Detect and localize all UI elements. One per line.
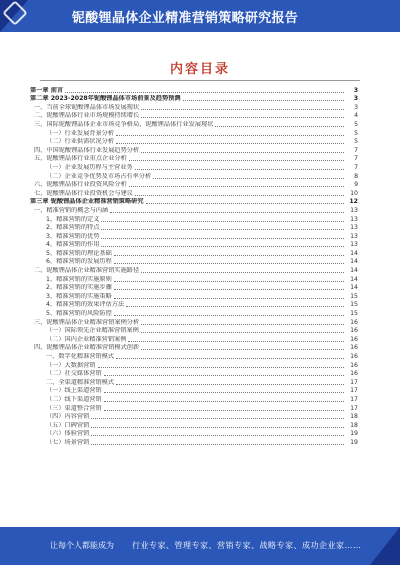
toc-leader-dots <box>141 332 344 333</box>
toc-entry[interactable] <box>30 232 358 241</box>
toc-leader-dots <box>135 169 344 170</box>
toc-entry-label: 三、铌酸锂晶体企业精准营销案例分析 <box>34 318 140 326</box>
toc-leader-dots <box>141 272 344 273</box>
toc-entry-label: （一）企业发展历程与主营业务 <box>46 163 133 171</box>
toc-leader-dots <box>116 384 344 385</box>
toc-entry-label: （四）内容营销 <box>46 413 90 421</box>
toc-leader-dots <box>91 427 344 428</box>
toc-entry-label: 六、铌酸锂晶体行业投资风险分析 <box>34 181 127 189</box>
toc-entry-page: 18 <box>350 421 358 429</box>
toc-entry-label: 4、精准营销的作用 <box>46 241 100 249</box>
toc-entry-page: 14 <box>350 258 358 266</box>
toc-entry-page: 16 <box>350 318 358 326</box>
toc-entry-page: 16 <box>350 353 358 360</box>
toc-leader-dots <box>101 229 344 230</box>
toc-entry-page: 14 <box>350 284 358 292</box>
toc-leader-dots <box>91 435 344 436</box>
footer-bar <box>0 527 400 565</box>
toc-leader-dots <box>104 392 344 393</box>
toc-entry[interactable] <box>30 146 358 155</box>
toc-entry[interactable] <box>30 189 358 198</box>
toc-heading: 内容目录 <box>169 62 230 77</box>
toc-entry-label: （一）行业发展背景分析 <box>46 129 115 137</box>
toc-entry[interactable] <box>30 352 358 361</box>
toc-entry-page: 5 <box>354 129 358 137</box>
toc-entry-label: 三、国际铌酸锂晶体企业市场竞争格局，铌酸锂晶体行业发展现状 <box>34 120 214 128</box>
toc-entry-page: 16 <box>350 327 358 335</box>
toc-entry[interactable] <box>30 309 358 318</box>
toc-leader-dots <box>114 298 344 299</box>
toc-leader-dots <box>101 238 344 239</box>
toc-entry[interactable] <box>30 112 358 121</box>
toc-entry[interactable] <box>30 327 358 336</box>
toc-leader-dots <box>114 255 344 256</box>
toc-entry-page: 7 <box>354 155 358 163</box>
toc-entry-label: （二）线下渠道营销 <box>46 395 102 403</box>
toc-entry-label: 3、精准营销的优势 <box>46 232 100 240</box>
toc-entry-label: 5、精准营销的风险防控 <box>46 310 112 318</box>
toc-entry-label: 4、精准营销的效果评估方法 <box>46 301 125 309</box>
toc-leader-dots <box>128 341 344 342</box>
toc-leader-dots <box>104 410 344 411</box>
toc-leader-dots <box>183 100 344 101</box>
toc-entry-label: 5、精准营销的理论基础 <box>46 249 112 257</box>
toc-entry[interactable] <box>30 249 358 258</box>
toc-entry-page: 7 <box>354 163 358 171</box>
footer-tagline: 行业专家、管理专家、营销专家、战略专家、成功企业家…… <box>132 541 362 550</box>
toc-entry-page: 18 <box>350 413 358 421</box>
toc-entry[interactable] <box>30 206 358 215</box>
toc-entry[interactable] <box>30 215 358 224</box>
toc-entry[interactable] <box>30 438 358 447</box>
toc-leader-dots <box>114 281 344 282</box>
toc-leader-dots <box>141 324 344 325</box>
toc-entry[interactable] <box>30 387 358 396</box>
toc-leader-dots <box>141 109 344 110</box>
toc-entry-label: 二、全渠道精准营销模式 <box>46 378 115 386</box>
toc-leader-dots <box>116 135 344 136</box>
toc-entry[interactable] <box>30 318 358 327</box>
toc-entry-page: 19 <box>350 438 358 446</box>
toc-entry[interactable] <box>30 103 358 112</box>
toc-entry-label: 五、铌酸锂晶体行业重点企业分析 <box>34 155 127 163</box>
toc-entry-label: 七、铌酸锂晶体行业投资机会与建议 <box>34 189 133 197</box>
toc-entry-label: 一、当前全球铌酸锂晶体市场发展现状 <box>34 103 140 111</box>
toc-entry-label: 6、精准营销的发展历程 <box>46 258 112 266</box>
toc-leader-dots <box>114 315 344 316</box>
toc-entry-page: 14 <box>350 249 358 257</box>
toc-entry-page: 17 <box>350 395 358 403</box>
toc-entry-page: 13 <box>350 224 358 232</box>
toc-entry[interactable] <box>30 224 358 233</box>
toc-entry[interactable] <box>30 258 358 267</box>
toc-entry-page: 15 <box>350 310 358 318</box>
toc-entry[interactable] <box>30 95 358 104</box>
toc-leader-dots <box>104 375 344 376</box>
toc-entry-label: 第三章 铌酸锂晶体企业精准营销策略研究 <box>30 198 144 206</box>
toc-entry-page: 15 <box>350 292 358 300</box>
toc-entry[interactable] <box>30 335 358 344</box>
toc-leader-dots <box>114 289 344 290</box>
toc-entry-label: 2、精准营销的实施步骤 <box>46 284 112 292</box>
toc-entry-label: （二）社交媒体营销 <box>46 370 102 378</box>
toc-entry-page: 3 <box>353 86 358 94</box>
toc-entry[interactable] <box>30 301 358 310</box>
toc-entry[interactable] <box>30 155 358 164</box>
toc-entry-page: 17 <box>350 387 358 395</box>
toc-leader-dots <box>215 126 344 127</box>
toc-entry[interactable] <box>30 138 358 147</box>
toc-leader-dots <box>146 203 344 204</box>
toc-entry-label: 第一章 前言 <box>30 86 64 94</box>
toc-entry[interactable] <box>30 284 358 293</box>
toc-entry[interactable] <box>30 275 358 284</box>
toc-leader-dots <box>65 92 344 93</box>
toc-entry[interactable] <box>30 86 358 95</box>
toc-leader-dots <box>114 263 344 264</box>
toc-entry-label: （二）企业竞争优势及市场占有率分析 <box>46 172 152 180</box>
toc-entry-label: 2、精准营销的特点 <box>46 224 100 232</box>
toc-leader-dots <box>141 117 344 118</box>
toc-entry-label: （七）场景营销 <box>46 438 90 446</box>
toc-entry[interactable] <box>30 413 358 422</box>
toc-leader-dots <box>129 186 344 187</box>
toc-entry-page: 17 <box>350 404 358 412</box>
toc-entry[interactable] <box>30 370 358 379</box>
toc-entry-label: 四、中国铌酸锂晶体行业发展趋势分析 <box>34 146 140 154</box>
toc-entry-page: 12 <box>349 198 358 206</box>
toc-leader-dots <box>116 143 344 144</box>
toc-leader-dots <box>104 401 344 402</box>
toc-leader-dots <box>91 444 344 445</box>
toc-leader-dots <box>116 358 344 359</box>
toc-leader-dots <box>110 212 344 213</box>
toc-entry[interactable] <box>30 361 358 370</box>
toc-entry[interactable] <box>30 181 358 190</box>
toc-entry-label: （六）体验营销 <box>46 430 90 438</box>
report-header-bar <box>0 0 400 32</box>
toc-entry-page: 17 <box>350 378 358 386</box>
toc-entry-label: 一、数字化精准营销模式 <box>46 353 115 360</box>
toc-entry-page: 16 <box>350 370 358 378</box>
toc-entry-page: 13 <box>350 241 358 249</box>
footer-corner-decoration <box>370 527 400 565</box>
toc-entry-page: 15 <box>350 301 358 309</box>
toc-leader-dots <box>101 221 344 222</box>
toc-entry-page: 16 <box>350 344 358 352</box>
toc-entry[interactable] <box>30 421 358 430</box>
toc-entry-page: 13 <box>350 206 358 214</box>
toc-entry-label: 1、精准营销的实施原则 <box>46 275 112 283</box>
toc-entry[interactable] <box>30 292 358 301</box>
toc-entry-label: （五）口碑营销 <box>46 421 90 429</box>
toc-entry-page: 7 <box>354 146 358 154</box>
toc-entry-page: 5 <box>354 138 358 146</box>
toc-entry-label: 二、铌酸锂晶体企业精准营销实施路径 <box>34 267 140 275</box>
toc-entry-page: 16 <box>350 361 358 369</box>
toc-entry[interactable] <box>30 404 358 413</box>
toc-entry-label: （二）国内企业精准营销案例 <box>46 335 127 343</box>
toc-entry-page: 3 <box>353 95 358 103</box>
toc-entry-label: （三）渠道整合营销 <box>46 404 102 412</box>
toc-leader-dots <box>135 195 344 196</box>
toc-entry[interactable] <box>30 120 358 129</box>
toc-entry[interactable] <box>30 395 358 404</box>
toc-leader-dots <box>101 246 344 247</box>
toc-entry-label: （一）国际领先企业精准营销案例 <box>46 327 139 335</box>
toc-leader-dots <box>126 306 344 307</box>
toc-entry-label: （一）线上渠道营销 <box>46 387 102 395</box>
toc-entry[interactable] <box>30 198 358 207</box>
toc-entry-page: 14 <box>350 267 358 275</box>
toc-entry-label: 第二章 2023-2028年铌酸锂晶体市场前景及趋势预测 <box>30 95 181 103</box>
toc-entry-page: 13 <box>350 215 358 223</box>
toc-leader-dots <box>91 418 344 419</box>
toc-entry[interactable] <box>30 129 358 138</box>
toc-leader-dots <box>153 178 344 179</box>
toc-entry-page: 13 <box>350 232 358 240</box>
toc-entry-page: 8 <box>354 172 358 180</box>
toc-entry-page: 5 <box>354 120 358 128</box>
toc-leader-dots <box>129 160 344 161</box>
toc-entry-label: 二、铌酸锂晶体行业市场规模持续增长 <box>34 112 140 120</box>
toc-entry[interactable] <box>30 172 358 181</box>
toc-entry[interactable] <box>30 344 358 353</box>
toc-entry-page: 4 <box>354 112 358 120</box>
toc-entry[interactable] <box>30 430 358 439</box>
toc-entry-label: 3、精准营销的实施策略 <box>46 292 112 300</box>
toc-leader-dots <box>141 152 344 153</box>
toc-entry[interactable] <box>30 266 358 275</box>
toc-entry[interactable] <box>30 378 358 387</box>
table-of-contents <box>30 86 358 447</box>
toc-leader-dots <box>98 367 345 368</box>
toc-entry-page: 10 <box>350 189 358 197</box>
toc-entry[interactable] <box>30 241 358 250</box>
toc-entry[interactable] <box>30 163 358 172</box>
toc-entry-page: 9 <box>354 181 358 189</box>
toc-entry-page: 19 <box>350 430 358 438</box>
toc-divider <box>40 80 360 81</box>
toc-entry-label: 一、精准营销的概念与内涵 <box>34 206 109 214</box>
toc-entry-page: 16 <box>350 335 358 343</box>
toc-entry-label: 1、精准营销的定义 <box>46 215 100 223</box>
toc-leader-dots <box>141 349 344 350</box>
toc-entry-page: 14 <box>350 275 358 283</box>
toc-entry-label: （二）行业供需状况分析 <box>46 138 115 146</box>
report-title: 铌酸锂晶体企业精准营销策略研究报告 <box>72 11 299 26</box>
toc-entry-page: 3 <box>354 103 358 111</box>
footer-slogan: 让每个人都能成为 <box>50 541 114 550</box>
toc-entry-label: （一）大数据营销 <box>46 361 96 369</box>
toc-entry-label: 四、铌酸锂晶体企业精准营销模式创新 <box>34 344 140 352</box>
